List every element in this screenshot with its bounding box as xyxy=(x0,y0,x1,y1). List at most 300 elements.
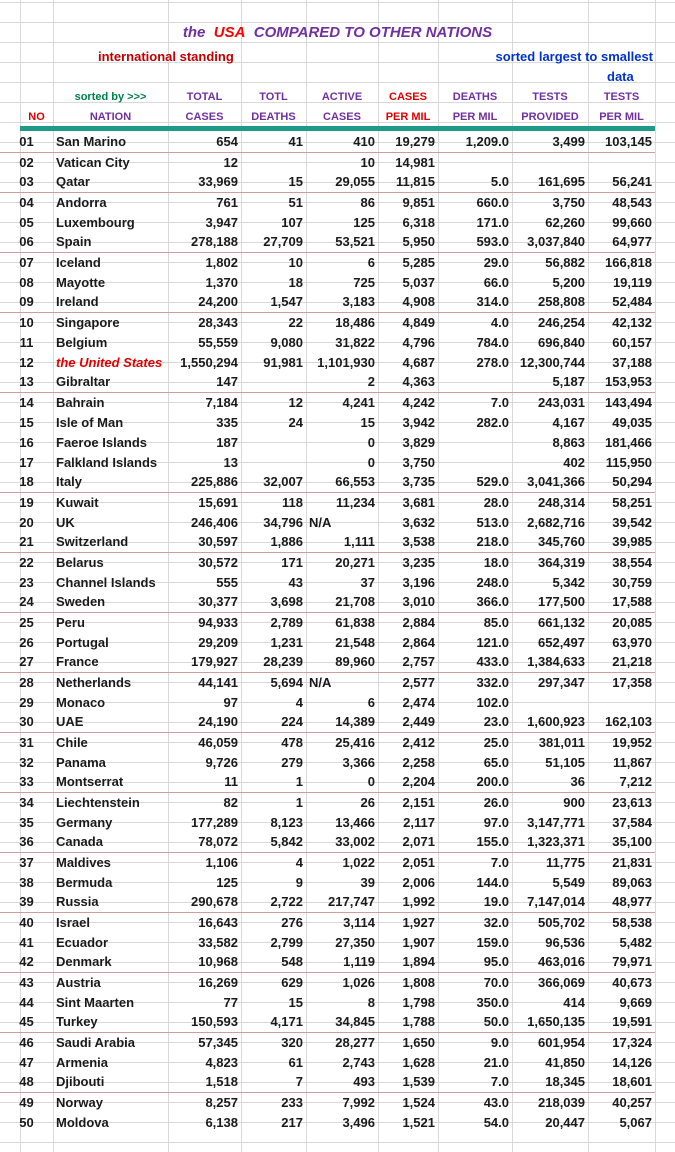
tests-per-mil: 58,538 xyxy=(612,914,652,930)
tests-per-mil: 52,484 xyxy=(588,292,655,312)
total-cases: 33,969 xyxy=(168,172,241,192)
tests-per-mil xyxy=(588,692,655,712)
total-deaths: 18 xyxy=(288,274,303,290)
total-deaths xyxy=(241,432,306,452)
grid-row-line xyxy=(0,82,675,83)
row-number: 39 xyxy=(0,892,53,912)
cases-per-mil: 4,242 xyxy=(402,394,435,410)
total-deaths: 24 xyxy=(288,414,303,430)
row-number: 35 xyxy=(19,814,34,830)
row-number: 12 xyxy=(19,354,34,370)
header-active-cases-1: ACTIVE xyxy=(321,91,363,103)
total-deaths: 5,842 xyxy=(241,832,306,852)
total-deaths: 5,694 xyxy=(270,674,303,690)
table-row xyxy=(0,532,655,552)
deaths-per-mil: 5.0 xyxy=(438,172,512,192)
row-number: 38 xyxy=(19,874,34,890)
active-cases: 53,521 xyxy=(306,232,378,252)
tests-provided: 3,041,366 xyxy=(512,472,588,492)
tests-per-mil: 35,100 xyxy=(588,832,655,852)
total-cases: 16,643 xyxy=(198,914,238,930)
table-row xyxy=(0,192,655,212)
deaths-per-mil: 1,209.0 xyxy=(438,132,512,152)
total-cases: 7,184 xyxy=(205,394,238,410)
header-no: NO xyxy=(28,111,45,123)
total-deaths: 1 xyxy=(241,772,306,792)
tests-per-mil: 115,950 xyxy=(605,454,652,470)
cases-per-mil: 14,981 xyxy=(395,154,435,170)
total-deaths: 2,722 xyxy=(241,892,306,912)
subtitle-left: international standing xyxy=(98,49,234,64)
nation-name: Italy xyxy=(53,472,168,492)
cases-per-mil: 1,808 xyxy=(402,974,435,990)
table-row xyxy=(0,572,655,592)
active-cases: 1,119 xyxy=(306,952,378,972)
row-number: 28 xyxy=(19,674,34,690)
deaths-per-mil: 200.0 xyxy=(438,772,512,792)
table-row xyxy=(0,1112,655,1132)
active-cases: 66,553 xyxy=(306,472,378,492)
tests-per-mil: 14,126 xyxy=(612,1054,652,1070)
tests-provided: 3,750 xyxy=(552,194,585,210)
row-number: 11 xyxy=(19,334,34,350)
nation-name: Denmark xyxy=(53,952,168,972)
table-row xyxy=(0,932,655,952)
grid-row-line xyxy=(0,2,675,3)
table-row xyxy=(0,872,655,892)
total-cases: 30,597 xyxy=(168,532,241,552)
cases-per-mil: 3,538 xyxy=(378,532,438,552)
row-number: 09 xyxy=(0,292,53,312)
cases-per-mil: 2,474 xyxy=(402,694,435,710)
active-cases: 2,743 xyxy=(342,1054,375,1070)
total-deaths: 118 xyxy=(282,494,303,510)
table-row xyxy=(0,512,655,532)
active-cases: 34,845 xyxy=(306,1012,378,1032)
nation-name: Switzerland xyxy=(53,532,168,552)
header-cases-per-mil-1: CASES xyxy=(389,91,427,103)
total-cases: 147 xyxy=(168,372,241,392)
tests-per-mil: 56,241 xyxy=(588,172,655,192)
title-usa: USA xyxy=(213,24,246,41)
row-number: 40 xyxy=(19,914,34,930)
table-row xyxy=(0,152,655,172)
active-cases: 28,277 xyxy=(335,1034,375,1050)
table-row xyxy=(0,812,655,832)
nation-name: Spain xyxy=(53,232,168,252)
cases-per-mil: 1,650 xyxy=(402,1034,435,1050)
nation-name: UAE xyxy=(53,712,168,732)
cases-per-mil: 4,796 xyxy=(402,334,435,350)
total-cases: 11 xyxy=(168,772,241,792)
nation-name: Portugal xyxy=(56,634,109,650)
table-row xyxy=(0,372,655,392)
row-number: 41 xyxy=(19,934,34,950)
nation-name: Israel xyxy=(56,914,90,930)
deaths-per-mil: 350.0 xyxy=(476,994,509,1010)
total-deaths: 15 xyxy=(241,172,306,192)
tests-per-mil: 89,063 xyxy=(612,874,652,890)
tests-provided: 5,187 xyxy=(512,372,588,392)
header-accent-bar xyxy=(20,126,655,131)
total-deaths: 27,709 xyxy=(241,232,306,252)
nation-name: Austria xyxy=(56,974,101,990)
nation-name: Singapore xyxy=(56,314,120,330)
row-number: 13 xyxy=(0,372,53,392)
total-deaths: 1,231 xyxy=(270,634,303,650)
tests-provided: 12,300,744 xyxy=(519,354,585,370)
active-cases: 6 xyxy=(367,254,375,270)
tests-per-mil: 162,103 xyxy=(588,712,655,732)
table-row xyxy=(0,692,655,712)
active-cases: 4,241 xyxy=(342,394,375,410)
active-cases: 1,026 xyxy=(342,974,375,990)
nation-name: Gibraltar xyxy=(53,372,168,392)
total-cases: 82 xyxy=(223,794,238,810)
header-total-cases-1: TOTAL xyxy=(186,91,223,103)
total-cases: 10,968 xyxy=(168,952,241,972)
deaths-per-mil: 43.0 xyxy=(483,1094,509,1110)
table-row xyxy=(0,772,655,792)
tests-provided: 1,600,923 xyxy=(512,712,588,732)
tests-per-mil xyxy=(588,152,655,172)
total-deaths: 629 xyxy=(281,974,303,990)
deaths-per-mil: 29.0 xyxy=(483,254,509,270)
cases-per-mil: 3,235 xyxy=(402,554,435,570)
row-number: 30 xyxy=(0,712,53,732)
active-cases: 89,960 xyxy=(306,652,378,672)
row-number: 23 xyxy=(19,574,34,590)
total-cases: 225,886 xyxy=(168,472,241,492)
tests-provided: 3,147,771 xyxy=(527,814,585,830)
cases-per-mil: 1,992 xyxy=(378,892,438,912)
cases-per-mil: 3,632 xyxy=(402,514,435,530)
tests-per-mil: 30,759 xyxy=(612,574,652,590)
deaths-per-mil xyxy=(438,452,512,472)
tests-provided: 177,500 xyxy=(512,592,588,612)
total-cases: 1,106 xyxy=(205,854,238,870)
total-deaths: 7 xyxy=(241,1072,306,1092)
header-cases-per-mil-2: PER MIL xyxy=(385,111,431,123)
active-cases: 6 xyxy=(367,694,375,710)
total-deaths: 8,123 xyxy=(270,814,303,830)
active-cases: 1,022 xyxy=(342,854,375,870)
active-cases: 0 xyxy=(367,434,375,450)
cases-per-mil: 2,258 xyxy=(402,754,435,770)
table-row xyxy=(0,172,655,192)
deaths-per-mil: 332.0 xyxy=(476,674,509,690)
total-cases: 1,370 xyxy=(205,274,238,290)
row-number: 03 xyxy=(0,172,53,192)
total-deaths: 4 xyxy=(295,694,303,710)
row-number: 14 xyxy=(19,394,34,410)
deaths-per-mil: 85.0 xyxy=(483,614,509,630)
total-cases: 125 xyxy=(216,874,238,890)
total-deaths: 107 xyxy=(281,214,303,230)
row-number: 31 xyxy=(19,734,34,750)
active-cases: 14,389 xyxy=(306,712,378,732)
cases-per-mil: 2,757 xyxy=(378,652,438,672)
table-row xyxy=(0,852,655,872)
cases-per-mil: 4,363 xyxy=(378,372,438,392)
total-cases: 187 xyxy=(216,434,238,450)
nation-name: Belarus xyxy=(56,554,104,570)
title-suffix: COMPARED TO OTHER NATIONS xyxy=(253,24,493,41)
header-tests-2: PROVIDED xyxy=(521,111,579,123)
table-row xyxy=(0,792,655,812)
total-cases: 1,550,294 xyxy=(180,354,238,370)
row-number: 02 xyxy=(19,154,34,170)
header-nation: NATION xyxy=(89,111,132,123)
nation-name: Russia xyxy=(53,892,168,912)
tests-per-mil: 103,145 xyxy=(588,132,655,152)
row-number: 42 xyxy=(0,952,53,972)
total-cases: 28,343 xyxy=(198,314,238,330)
tests-per-mil: 9,669 xyxy=(619,994,652,1010)
row-number: 29 xyxy=(19,694,34,710)
tests-provided: 5,200 xyxy=(552,274,585,290)
total-deaths: 217 xyxy=(281,1114,303,1130)
deaths-per-mil: 65.0 xyxy=(483,754,509,770)
tests-per-mil: 7,212 xyxy=(588,772,655,792)
cases-per-mil: 4,908 xyxy=(378,292,438,312)
total-deaths: 32,007 xyxy=(241,472,306,492)
row-number: 48 xyxy=(0,1072,53,1092)
nation-name: Luxembourg xyxy=(56,214,135,230)
row-number: 26 xyxy=(19,634,34,650)
total-deaths: 2,789 xyxy=(270,614,303,630)
cases-per-mil: 4,687 xyxy=(402,354,435,370)
deaths-per-mil: 218.0 xyxy=(438,532,512,552)
table-row xyxy=(0,892,655,912)
cases-per-mil: 2,006 xyxy=(402,874,435,890)
deaths-per-mil: 513.0 xyxy=(476,514,509,530)
total-deaths: 548 xyxy=(241,952,306,972)
total-cases: 8,257 xyxy=(205,1094,238,1110)
total-deaths: 233 xyxy=(281,1094,303,1110)
header-deaths-per-mil-1: DEATHS xyxy=(452,91,498,103)
tests-per-mil: 19,591 xyxy=(588,1012,655,1032)
row-number: 44 xyxy=(19,994,34,1010)
table-row xyxy=(0,392,655,412)
nation-name: Monaco xyxy=(56,694,106,710)
tests-per-mil: 40,257 xyxy=(612,1094,652,1110)
deaths-per-mil: 97.0 xyxy=(483,814,509,830)
header-total-deaths-1: TOTL xyxy=(259,91,288,103)
tests-provided: 18,345 xyxy=(512,1072,588,1092)
row-number: 16 xyxy=(19,434,34,450)
total-cases: 246,406 xyxy=(191,514,238,530)
total-deaths: 10 xyxy=(288,254,303,270)
cases-per-mil: 2,071 xyxy=(378,832,438,852)
tests-per-mil: 48,977 xyxy=(588,892,655,912)
nation-name: Norway xyxy=(56,1094,103,1110)
total-cases: 654 xyxy=(168,132,241,152)
grid-row-line xyxy=(0,1142,675,1143)
active-cases: 20,271 xyxy=(335,554,375,570)
total-cases: 335 xyxy=(216,414,238,430)
cases-per-mil: 5,037 xyxy=(402,274,435,290)
grid-column-line xyxy=(655,0,656,1152)
active-cases: 26 xyxy=(360,794,375,810)
deaths-per-mil: 21.0 xyxy=(483,1054,509,1070)
nation-name: Vatican City xyxy=(56,154,130,170)
nation-name: Channel Islands xyxy=(56,574,156,590)
total-deaths: 91,981 xyxy=(263,354,303,370)
total-cases: 16,269 xyxy=(198,974,238,990)
total-deaths: 43 xyxy=(288,574,303,590)
deaths-per-mil: 7.0 xyxy=(490,854,509,870)
nation-name: the United States xyxy=(56,354,163,370)
total-deaths: 12 xyxy=(288,394,303,410)
active-cases: 410 xyxy=(306,132,378,152)
table-row xyxy=(0,832,655,852)
tests-provided: 345,760 xyxy=(512,532,588,552)
tests-provided: 2,682,716 xyxy=(527,514,585,530)
tests-per-mil: 5,482 xyxy=(619,934,652,950)
total-deaths: 51 xyxy=(288,194,303,210)
header-active-cases-2: CASES xyxy=(323,111,361,123)
tests-provided: 20,447 xyxy=(545,1114,585,1130)
row-number: 32 xyxy=(19,754,34,770)
nation-name: Armenia xyxy=(56,1054,109,1070)
total-cases: 24,200 xyxy=(168,292,241,312)
total-cases: 1,518 xyxy=(168,1072,241,1092)
tests-provided: 3,499 xyxy=(512,132,588,152)
table-row xyxy=(0,752,655,772)
total-cases: 78,072 xyxy=(168,832,241,852)
table-row xyxy=(0,1012,655,1032)
total-cases: 57,345 xyxy=(198,1034,238,1050)
deaths-per-mil: 95.0 xyxy=(438,952,512,972)
cases-per-mil: 1,927 xyxy=(402,914,435,930)
row-number: 37 xyxy=(19,854,34,870)
active-cases: 0 xyxy=(306,772,378,792)
tests-provided: 1,323,371 xyxy=(512,832,588,852)
deaths-per-mil: 7.0 xyxy=(490,394,509,410)
tests-per-mil: 99,660 xyxy=(612,214,652,230)
tests-provided: 62,260 xyxy=(545,214,585,230)
deaths-per-mil: 282.0 xyxy=(476,414,509,430)
cases-per-mil: 19,279 xyxy=(378,132,438,152)
active-cases: 0 xyxy=(367,454,375,470)
nation-name: Djibouti xyxy=(53,1072,168,1092)
nation-name: Turkey xyxy=(53,1012,168,1032)
nation-name: Kuwait xyxy=(56,494,99,510)
total-deaths: 3,698 xyxy=(241,592,306,612)
total-cases: 9,726 xyxy=(205,754,238,770)
deaths-per-mil: 9.0 xyxy=(490,1034,509,1050)
tests-provided: 4,167 xyxy=(552,414,585,430)
row-number: 21 xyxy=(0,532,53,552)
row-number: 15 xyxy=(19,414,34,430)
header-total-deaths-2: DEATHS xyxy=(251,111,296,123)
active-cases: 3,496 xyxy=(342,1114,375,1130)
tests-per-mil: 17,588 xyxy=(588,592,655,612)
active-cases: 15 xyxy=(360,414,375,430)
total-cases: 29,209 xyxy=(198,634,238,650)
active-cases: 25,416 xyxy=(335,734,375,750)
total-cases: 3,947 xyxy=(205,214,238,230)
active-cases: 1,101,930 xyxy=(317,354,375,370)
cases-per-mil: 3,196 xyxy=(402,574,435,590)
header-tests-1: TESTS xyxy=(532,91,568,103)
nation-name: Peru xyxy=(56,614,85,630)
deaths-per-mil: 529.0 xyxy=(438,472,512,492)
total-cases: 278,188 xyxy=(168,232,241,252)
table-row xyxy=(0,1052,655,1072)
deaths-per-mil: 32.0 xyxy=(483,914,509,930)
deaths-per-mil: 54.0 xyxy=(483,1114,509,1130)
nation-name: San Marino xyxy=(53,132,168,152)
table-row xyxy=(0,452,655,472)
table-row xyxy=(0,232,655,252)
nation-name: Chile xyxy=(56,734,88,750)
nation-name: Ireland xyxy=(53,292,168,312)
total-cases: 30,572 xyxy=(198,554,238,570)
total-cases: 761 xyxy=(216,194,238,210)
total-deaths xyxy=(241,452,306,472)
tests-per-mil: 58,251 xyxy=(612,494,652,510)
tests-per-mil: 181,466 xyxy=(605,434,652,450)
deaths-per-mil xyxy=(438,372,512,392)
nation-name: Montserrat xyxy=(53,772,168,792)
deaths-per-mil xyxy=(438,152,512,172)
header-deaths-per-mil-2: PER MIL xyxy=(452,111,498,123)
table-row xyxy=(0,552,655,572)
total-cases: 150,593 xyxy=(168,1012,241,1032)
total-deaths: 9,080 xyxy=(270,334,303,350)
deaths-per-mil: 433.0 xyxy=(438,652,512,672)
active-cases: 37 xyxy=(360,574,375,590)
tests-per-mil: 37,188 xyxy=(612,354,652,370)
tests-provided: 3,037,840 xyxy=(512,232,588,252)
table-row xyxy=(0,432,655,452)
tests-provided: 463,016 xyxy=(512,952,588,972)
total-cases: 15,691 xyxy=(198,494,238,510)
tests-provided: 381,011 xyxy=(538,734,585,750)
tests-per-mil: 38,554 xyxy=(612,554,652,570)
row-number: 01 xyxy=(0,132,53,152)
total-cases: 555 xyxy=(216,574,238,590)
table-row xyxy=(0,592,655,612)
nation-name: Iceland xyxy=(56,254,101,270)
total-cases: 97 xyxy=(223,694,238,710)
tests-provided: 900 xyxy=(563,794,585,810)
active-cases: N/A xyxy=(309,514,332,530)
deaths-per-mil: 70.0 xyxy=(483,974,509,990)
cases-per-mil: 1,907 xyxy=(402,934,435,950)
cases-per-mil: 5,285 xyxy=(402,254,435,270)
header-tests-per-mil-2: PER MIL xyxy=(599,111,644,123)
active-cases: 21,548 xyxy=(335,634,375,650)
total-deaths: 4,171 xyxy=(241,1012,306,1032)
tests-per-mil: 37,584 xyxy=(612,814,652,830)
cases-per-mil: 2,449 xyxy=(378,712,438,732)
total-cases: 77 xyxy=(223,994,238,1010)
tests-provided: 11,775 xyxy=(545,854,585,870)
tests-provided: 246,254 xyxy=(538,314,585,330)
nation-name: Ecuador xyxy=(56,934,109,950)
row-number: 50 xyxy=(19,1114,34,1130)
tests-provided: 601,954 xyxy=(538,1034,585,1050)
tests-provided: 1,384,633 xyxy=(512,652,588,672)
nation-name: UK xyxy=(56,514,75,530)
deaths-per-mil: 366.0 xyxy=(438,592,512,612)
tests-provided: 505,702 xyxy=(538,914,585,930)
total-deaths: 1,547 xyxy=(241,292,306,312)
nation-name: Moldova xyxy=(56,1114,109,1130)
